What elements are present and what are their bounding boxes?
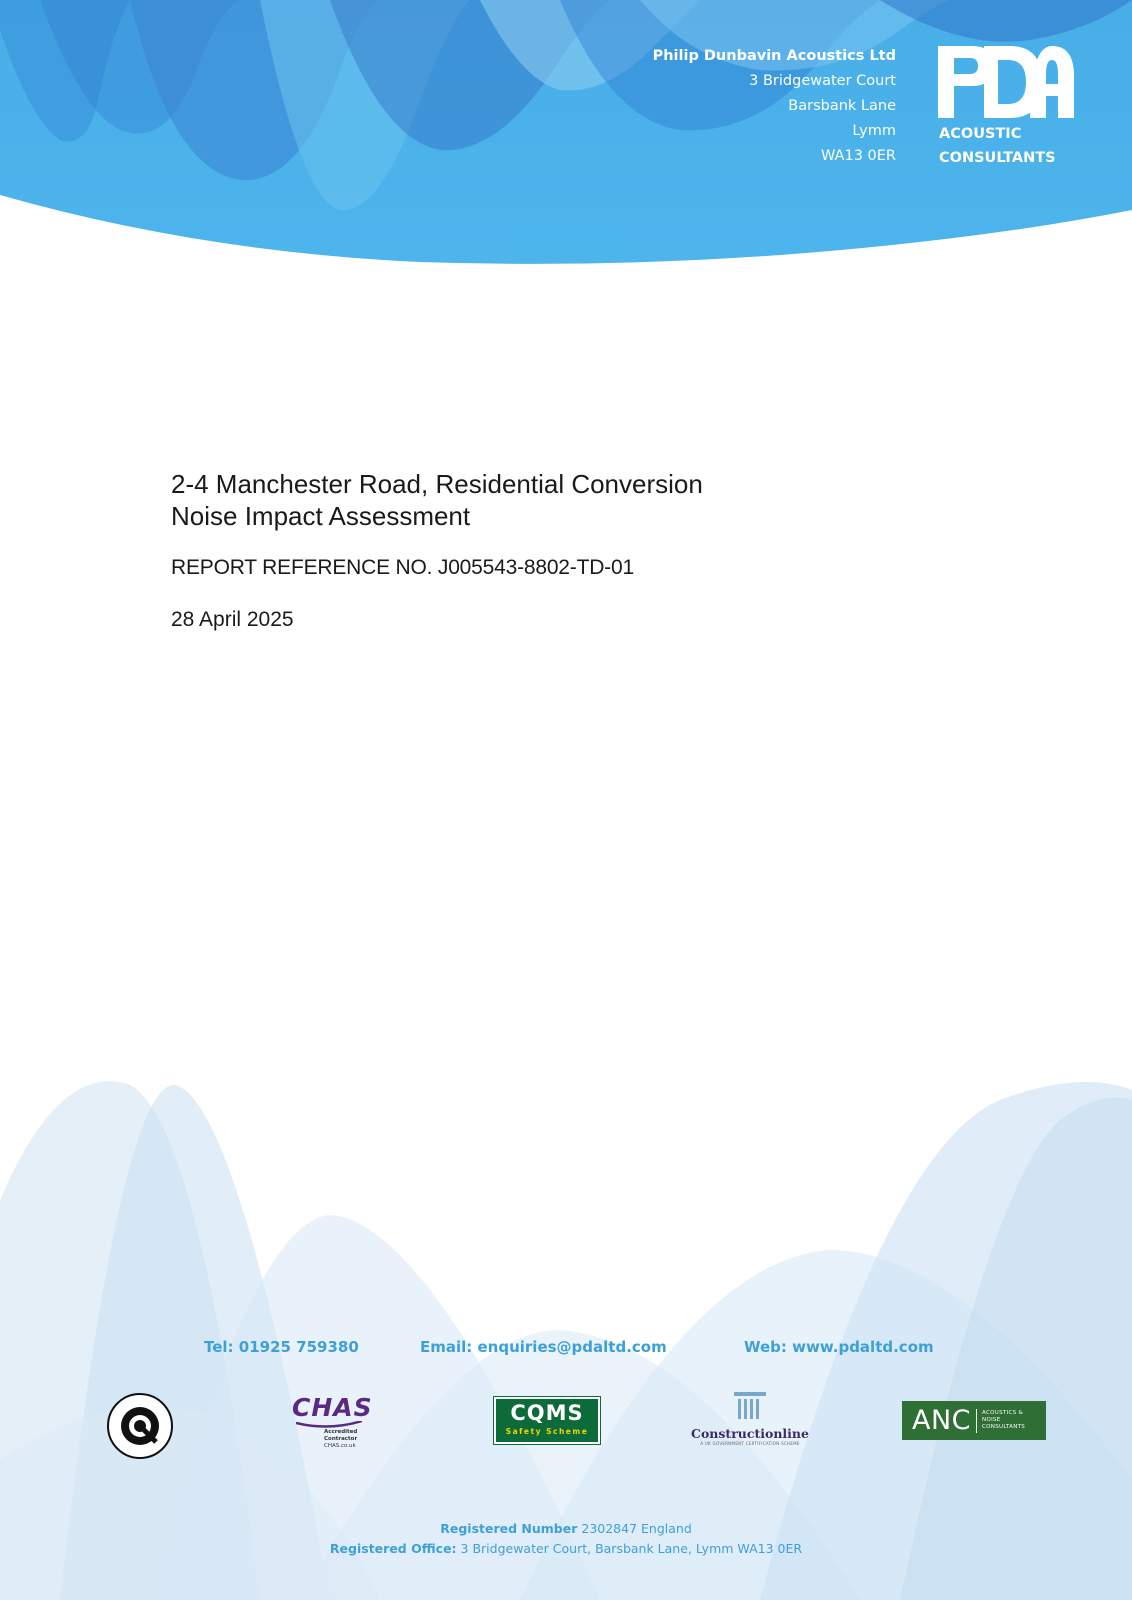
registered-number-label: Registered Number — [440, 1521, 578, 1536]
anc-divider — [976, 1409, 977, 1433]
cqms-subtext: Safety Scheme — [505, 1427, 589, 1436]
chas-logo-text: CHAS — [292, 1393, 373, 1422]
contact-email: Email: enquiries@pdaltd.com — [420, 1338, 667, 1356]
chas-subtext-2: CHAS.co.uk — [324, 1443, 356, 1449]
registered-office — [0, 1541, 1132, 1556]
logo-tagline-line-2: CONSULTANTS — [939, 150, 1056, 166]
anc-subtext-3: CONSULTANTS — [982, 1424, 1026, 1430]
logo-tagline-line-1: ACOUSTIC — [939, 126, 1022, 142]
cqms-badge — [494, 1397, 600, 1444]
report-title-line-2: Noise Impact Assessment — [171, 501, 471, 531]
constructionline-badge — [690, 1392, 810, 1447]
constructionline-logo-text: Constructionline — [691, 1426, 809, 1441]
constructionline-pillar-icon — [732, 1392, 768, 1422]
registered-office-label: Registered Office: — [329, 1541, 457, 1556]
report-date: 28 April 2025 — [171, 608, 294, 631]
registered-number-value: 2302847 England — [577, 1521, 692, 1536]
registered-office-value: 3 Bridgewater Court, Barsbank Lane, Lymm WA13 0ER — [456, 1541, 803, 1556]
company-name: Philip Dunbavin Acoustics Ltd — [652, 48, 896, 64]
address-line-1: 3 Bridgewater Court — [749, 73, 896, 89]
address-line-3: Lymm — [852, 123, 896, 139]
company-address — [653, 44, 896, 169]
anc-badge — [902, 1401, 1046, 1440]
anc-logo-text: ANC — [912, 1404, 972, 1436]
chas-swoosh — [296, 1421, 362, 1429]
report-reference: REPORT REFERENCE NO. J005543-8802-TD-01 — [171, 556, 634, 579]
iso-9001-badge — [106, 1392, 174, 1460]
registered-number — [0, 1521, 1132, 1536]
anc-subtext-2: NOISE — [982, 1417, 1001, 1423]
contact-web: Web: www.pdaltd.com — [744, 1338, 934, 1356]
constructionline-subtext: A UK GOVERNMENT CERTIFICATION SCHEME — [700, 1441, 800, 1446]
report-title-line-1: 2-4 Manchester Road, Residential Conversion — [171, 469, 703, 499]
chas-subtext-1: Accredited Contractor — [324, 1429, 358, 1442]
contact-tel: Tel: 01925 759380 — [204, 1338, 359, 1356]
anc-subtext-1: ACOUSTICS & — [982, 1410, 1024, 1416]
logo-tagline — [939, 122, 1056, 170]
address-line-2: Barsbank Lane — [788, 98, 896, 114]
anc-subtext — [982, 1410, 1025, 1431]
report-title — [171, 468, 703, 532]
address-line-4: WA13 0ER — [821, 148, 896, 164]
chas-badge — [292, 1395, 392, 1450]
cqms-logo-text: CQMS — [510, 1401, 584, 1425]
